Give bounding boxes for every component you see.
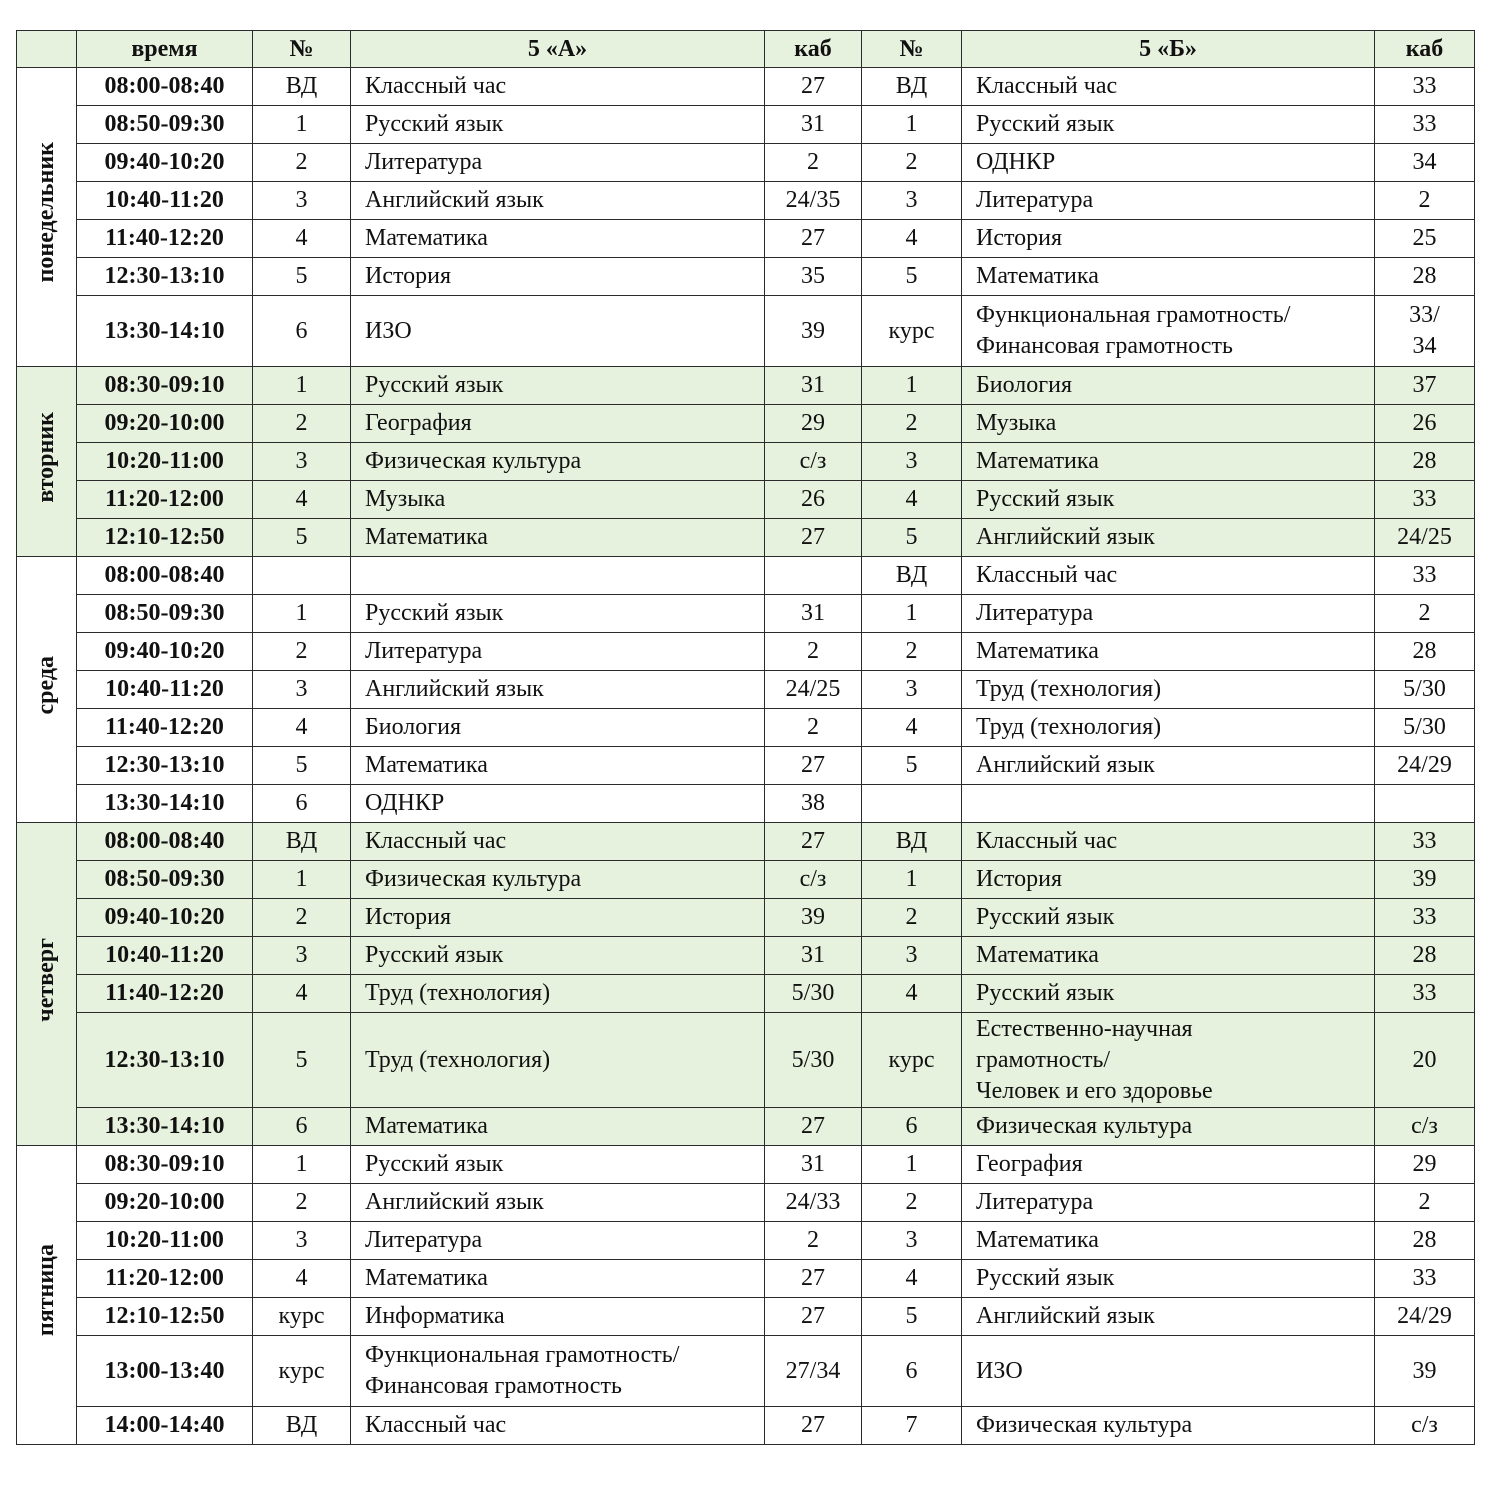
- class-a-lesson-number: 6: [253, 296, 351, 367]
- class-a-subject: Информатика: [351, 1298, 765, 1336]
- lesson-row: [17, 405, 1475, 443]
- header-day-blank: [17, 31, 77, 68]
- class-a-subject: Математика: [351, 1108, 765, 1146]
- lesson-time: 12:30-13:10: [77, 747, 253, 785]
- class-b-room: 28: [1375, 1222, 1475, 1260]
- class-a-subject: Английский язык: [351, 671, 765, 709]
- class-b-room: 34: [1375, 144, 1475, 182]
- class-b-subject: Русский язык: [962, 899, 1375, 937]
- class-b-subject: Английский язык: [962, 747, 1375, 785]
- class-a-subject: Классный час: [351, 1407, 765, 1445]
- class-b-lesson-number: 1: [862, 367, 962, 405]
- lesson-row: [17, 671, 1475, 709]
- class-a-subject: Литература: [351, 144, 765, 182]
- class-a-lesson-number: 2: [253, 405, 351, 443]
- class-a-lesson-number: 2: [253, 633, 351, 671]
- lesson-row: [17, 1013, 1475, 1108]
- class-b-lesson-number: 3: [862, 671, 962, 709]
- lesson-time: 10:20-11:00: [77, 1222, 253, 1260]
- class-b-lesson-number: курс: [862, 296, 962, 367]
- class-a-room: 27/34: [765, 1336, 862, 1407]
- class-b-subject: Естественно-научная грамотность/ Человек и его здоровье: [962, 1013, 1375, 1108]
- class-b-room: [1375, 785, 1475, 823]
- class-b-room: 33: [1375, 823, 1475, 861]
- lesson-time: 08:00-08:40: [77, 68, 253, 106]
- lesson-time: 14:00-14:40: [77, 1407, 253, 1445]
- schedule-table: [16, 30, 1475, 1445]
- class-b-subject: Математика: [962, 258, 1375, 296]
- class-a-lesson-number: 2: [253, 899, 351, 937]
- class-a-lesson-number: 6: [253, 785, 351, 823]
- class-a-room: 2: [765, 709, 862, 747]
- class-b-room: 33: [1375, 68, 1475, 106]
- lesson-row: [17, 595, 1475, 633]
- class-a-subject: Русский язык: [351, 367, 765, 405]
- class-b-lesson-number: 4: [862, 975, 962, 1013]
- class-a-lesson-number: 5: [253, 747, 351, 785]
- class-b-lesson-number: 2: [862, 405, 962, 443]
- class-a-lesson-number: 4: [253, 220, 351, 258]
- class-a-subject: Классный час: [351, 68, 765, 106]
- day-cell: [17, 68, 77, 367]
- day-label: понедельник: [33, 142, 59, 283]
- class-a-subject: Математика: [351, 1260, 765, 1298]
- class-b-room: 24/29: [1375, 1298, 1475, 1336]
- day-cell: [17, 823, 77, 1146]
- class-a-lesson-number: 5: [253, 1013, 351, 1108]
- class-b-lesson-number: 3: [862, 443, 962, 481]
- lesson-time: 09:20-10:00: [77, 405, 253, 443]
- class-a-lesson-number: 3: [253, 182, 351, 220]
- header-room-a: каб: [765, 31, 862, 68]
- class-a-room: с/з: [765, 443, 862, 481]
- class-b-lesson-number: ВД: [862, 823, 962, 861]
- class-b-subject: Труд (технология): [962, 709, 1375, 747]
- class-a-subject: Английский язык: [351, 182, 765, 220]
- day-label: вторник: [33, 411, 59, 503]
- header-room-b: каб: [1375, 31, 1475, 68]
- class-b-subject: Математика: [962, 1222, 1375, 1260]
- lesson-row: [17, 443, 1475, 481]
- class-b-room: 5/30: [1375, 671, 1475, 709]
- class-b-room: 29: [1375, 1146, 1475, 1184]
- class-a-room: 31: [765, 106, 862, 144]
- class-b-subject: Биология: [962, 367, 1375, 405]
- class-a-room: 2: [765, 633, 862, 671]
- class-b-room: 20: [1375, 1013, 1475, 1108]
- day-label: четверг: [33, 937, 59, 1022]
- header-class-a: 5 «А»: [351, 31, 765, 68]
- class-a-lesson-number: 5: [253, 519, 351, 557]
- lesson-time: 11:20-12:00: [77, 481, 253, 519]
- class-a-room: 2: [765, 1222, 862, 1260]
- class-b-subject: Математика: [962, 443, 1375, 481]
- class-b-lesson-number: 6: [862, 1336, 962, 1407]
- class-a-room: 31: [765, 595, 862, 633]
- class-a-room: 27: [765, 1260, 862, 1298]
- class-b-room: 37: [1375, 367, 1475, 405]
- lesson-time: 11:20-12:00: [77, 1260, 253, 1298]
- class-a-lesson-number: 1: [253, 861, 351, 899]
- class-b-lesson-number: 5: [862, 1298, 962, 1336]
- day-cell: [17, 367, 77, 557]
- lesson-row: [17, 937, 1475, 975]
- class-b-subject: Математика: [962, 633, 1375, 671]
- class-a-room: 27: [765, 823, 862, 861]
- day-cell: [17, 557, 77, 823]
- lesson-time: 11:40-12:20: [77, 975, 253, 1013]
- lesson-time: 12:10-12:50: [77, 519, 253, 557]
- class-a-lesson-number: 2: [253, 144, 351, 182]
- class-a-lesson-number: 4: [253, 481, 351, 519]
- class-b-room: 24/25: [1375, 519, 1475, 557]
- lesson-row: [17, 899, 1475, 937]
- class-a-room: 39: [765, 899, 862, 937]
- class-a-subject: Математика: [351, 220, 765, 258]
- class-a-subject: Литература: [351, 633, 765, 671]
- class-b-room: 33: [1375, 1260, 1475, 1298]
- class-a-subject: Функциональная грамотность/ Финансовая грамотность: [351, 1336, 765, 1407]
- class-a-lesson-number: 1: [253, 106, 351, 144]
- lesson-time: 10:40-11:20: [77, 937, 253, 975]
- class-a-lesson-number: 1: [253, 367, 351, 405]
- class-b-subject: География: [962, 1146, 1375, 1184]
- lesson-row: [17, 106, 1475, 144]
- class-b-room: 33: [1375, 106, 1475, 144]
- class-a-lesson-number: [253, 557, 351, 595]
- class-a-subject: Труд (технология): [351, 975, 765, 1013]
- class-a-subject: География: [351, 405, 765, 443]
- lesson-time: 09:20-10:00: [77, 1184, 253, 1222]
- class-a-subject: ОДНКР: [351, 785, 765, 823]
- class-b-lesson-number: ВД: [862, 68, 962, 106]
- class-b-lesson-number: 2: [862, 899, 962, 937]
- class-a-subject: Физическая культура: [351, 861, 765, 899]
- class-a-lesson-number: 4: [253, 1260, 351, 1298]
- schedule-body: [17, 68, 1475, 1445]
- lesson-time: 08:30-09:10: [77, 1146, 253, 1184]
- class-a-room: 38: [765, 785, 862, 823]
- class-a-room: 39: [765, 296, 862, 367]
- class-b-lesson-number: 3: [862, 182, 962, 220]
- class-a-room: 2: [765, 144, 862, 182]
- lesson-row: [17, 633, 1475, 671]
- class-b-lesson-number: [862, 785, 962, 823]
- class-a-room: [765, 557, 862, 595]
- lesson-row: [17, 296, 1475, 367]
- class-a-subject: Труд (технология): [351, 1013, 765, 1108]
- class-a-subject: ИЗО: [351, 296, 765, 367]
- class-b-room: 2: [1375, 182, 1475, 220]
- header-time: время: [77, 31, 253, 68]
- header-row: [17, 31, 1475, 68]
- class-b-room: 33: [1375, 899, 1475, 937]
- lesson-time: 09:40-10:20: [77, 144, 253, 182]
- class-a-lesson-number: 1: [253, 595, 351, 633]
- class-b-lesson-number: 4: [862, 481, 962, 519]
- class-b-subject: Русский язык: [962, 1260, 1375, 1298]
- class-b-subject: Музыка: [962, 405, 1375, 443]
- class-b-subject: Физическая культура: [962, 1407, 1375, 1445]
- class-b-subject: Классный час: [962, 557, 1375, 595]
- class-a-subject: Русский язык: [351, 106, 765, 144]
- class-b-room: 33: [1375, 481, 1475, 519]
- lesson-time: 12:10-12:50: [77, 1298, 253, 1336]
- class-b-room: 28: [1375, 937, 1475, 975]
- lesson-row: [17, 1184, 1475, 1222]
- lesson-time: 10:40-11:20: [77, 182, 253, 220]
- class-a-subject: Музыка: [351, 481, 765, 519]
- class-b-subject: Русский язык: [962, 106, 1375, 144]
- class-b-subject: Литература: [962, 1184, 1375, 1222]
- lesson-row: [17, 1222, 1475, 1260]
- class-b-lesson-number: 1: [862, 1146, 962, 1184]
- lesson-row: [17, 709, 1475, 747]
- lesson-row: [17, 1336, 1475, 1407]
- class-a-lesson-number: 2: [253, 1184, 351, 1222]
- class-a-subject: Литература: [351, 1222, 765, 1260]
- lesson-time: 13:30-14:10: [77, 1108, 253, 1146]
- class-b-subject: Математика: [962, 937, 1375, 975]
- class-b-subject: Литература: [962, 595, 1375, 633]
- class-a-lesson-number: 3: [253, 671, 351, 709]
- class-b-lesson-number: 4: [862, 709, 962, 747]
- lesson-time: 13:00-13:40: [77, 1336, 253, 1407]
- class-a-subject: Математика: [351, 519, 765, 557]
- class-a-lesson-number: 4: [253, 975, 351, 1013]
- lesson-row: [17, 258, 1475, 296]
- class-b-lesson-number: курс: [862, 1013, 962, 1108]
- lesson-time: 12:30-13:10: [77, 258, 253, 296]
- class-b-subject: Классный час: [962, 823, 1375, 861]
- header-number-a: №: [253, 31, 351, 68]
- class-a-room: 27: [765, 1298, 862, 1336]
- class-b-subject: Английский язык: [962, 519, 1375, 557]
- class-b-room: 2: [1375, 1184, 1475, 1222]
- class-a-room: 27: [765, 68, 862, 106]
- lesson-row: [17, 747, 1475, 785]
- lesson-time: 12:30-13:10: [77, 1013, 253, 1108]
- lesson-time: 08:50-09:30: [77, 106, 253, 144]
- lesson-row: [17, 367, 1475, 405]
- lesson-time: 09:40-10:20: [77, 899, 253, 937]
- lesson-time: 11:40-12:20: [77, 709, 253, 747]
- class-a-room: 27: [765, 519, 862, 557]
- class-b-subject: История: [962, 220, 1375, 258]
- class-b-room: 2: [1375, 595, 1475, 633]
- class-a-lesson-number: ВД: [253, 823, 351, 861]
- class-a-lesson-number: ВД: [253, 1407, 351, 1445]
- class-a-room: 24/35: [765, 182, 862, 220]
- lesson-row: [17, 220, 1475, 258]
- class-a-subject: Классный час: [351, 823, 765, 861]
- class-a-room: 27: [765, 1407, 862, 1445]
- class-a-lesson-number: 3: [253, 937, 351, 975]
- class-b-lesson-number: 4: [862, 1260, 962, 1298]
- class-b-subject: ОДНКР: [962, 144, 1375, 182]
- class-b-room: 26: [1375, 405, 1475, 443]
- class-b-room: с/з: [1375, 1407, 1475, 1445]
- class-a-room: 5/30: [765, 1013, 862, 1108]
- class-a-subject: История: [351, 899, 765, 937]
- class-a-room: 31: [765, 937, 862, 975]
- class-b-room: 24/29: [1375, 747, 1475, 785]
- class-a-room: 27: [765, 1108, 862, 1146]
- class-a-room: 31: [765, 367, 862, 405]
- lesson-time: 08:00-08:40: [77, 823, 253, 861]
- class-b-lesson-number: 3: [862, 1222, 962, 1260]
- class-a-subject: Биология: [351, 709, 765, 747]
- lesson-row: [17, 1407, 1475, 1445]
- class-b-lesson-number: 1: [862, 106, 962, 144]
- lesson-row: [17, 1108, 1475, 1146]
- lesson-row: [17, 68, 1475, 106]
- class-b-room: 28: [1375, 258, 1475, 296]
- class-a-room: 27: [765, 747, 862, 785]
- class-b-room: 33/ 34: [1375, 296, 1475, 367]
- lesson-row: [17, 182, 1475, 220]
- class-b-subject: Английский язык: [962, 1298, 1375, 1336]
- lesson-row: [17, 861, 1475, 899]
- class-a-room: 29: [765, 405, 862, 443]
- class-a-room: с/з: [765, 861, 862, 899]
- class-b-room: 28: [1375, 443, 1475, 481]
- class-a-lesson-number: 5: [253, 258, 351, 296]
- class-b-subject: Литература: [962, 182, 1375, 220]
- class-b-subject: Классный час: [962, 68, 1375, 106]
- class-b-room: 28: [1375, 633, 1475, 671]
- lesson-row: [17, 1298, 1475, 1336]
- class-a-room: 31: [765, 1146, 862, 1184]
- class-a-lesson-number: 3: [253, 443, 351, 481]
- lesson-time: 13:30-14:10: [77, 296, 253, 367]
- class-b-lesson-number: 7: [862, 1407, 962, 1445]
- lesson-time: 08:50-09:30: [77, 595, 253, 633]
- class-a-room: 24/25: [765, 671, 862, 709]
- class-a-subject: Математика: [351, 747, 765, 785]
- class-a-subject: Русский язык: [351, 1146, 765, 1184]
- lesson-row: [17, 823, 1475, 861]
- class-b-lesson-number: 4: [862, 220, 962, 258]
- class-a-subject: Английский язык: [351, 1184, 765, 1222]
- class-a-subject: Русский язык: [351, 595, 765, 633]
- class-b-subject: Труд (технология): [962, 671, 1375, 709]
- class-b-lesson-number: 1: [862, 595, 962, 633]
- class-a-lesson-number: курс: [253, 1336, 351, 1407]
- lesson-time: 13:30-14:10: [77, 785, 253, 823]
- class-b-room: 33: [1375, 557, 1475, 595]
- class-b-room: 39: [1375, 1336, 1475, 1407]
- class-b-room: с/з: [1375, 1108, 1475, 1146]
- class-a-subject: История: [351, 258, 765, 296]
- class-b-lesson-number: 5: [862, 258, 962, 296]
- class-b-lesson-number: ВД: [862, 557, 962, 595]
- class-b-subject: Русский язык: [962, 975, 1375, 1013]
- lesson-row: [17, 519, 1475, 557]
- class-a-room: 5/30: [765, 975, 862, 1013]
- class-b-subject: Функциональная грамотность/ Финансовая грамотность: [962, 296, 1375, 367]
- class-b-subject: Физическая культура: [962, 1108, 1375, 1146]
- lesson-row: [17, 1146, 1475, 1184]
- class-b-lesson-number: 6: [862, 1108, 962, 1146]
- class-a-lesson-number: курс: [253, 1298, 351, 1336]
- class-a-room: 26: [765, 481, 862, 519]
- lesson-time: 08:50-09:30: [77, 861, 253, 899]
- class-b-lesson-number: 3: [862, 937, 962, 975]
- class-b-lesson-number: 5: [862, 519, 962, 557]
- class-a-lesson-number: 1: [253, 1146, 351, 1184]
- class-b-lesson-number: 2: [862, 633, 962, 671]
- lesson-row: [17, 144, 1475, 182]
- class-b-lesson-number: 5: [862, 747, 962, 785]
- lesson-time: 09:40-10:20: [77, 633, 253, 671]
- day-cell: [17, 1146, 77, 1445]
- lesson-row: [17, 975, 1475, 1013]
- lesson-row: [17, 557, 1475, 595]
- class-b-lesson-number: 2: [862, 1184, 962, 1222]
- day-label: пятница: [33, 1244, 59, 1337]
- class-b-room: 5/30: [1375, 709, 1475, 747]
- class-a-room: 27: [765, 220, 862, 258]
- class-b-subject: История: [962, 861, 1375, 899]
- day-label: среда: [33, 655, 59, 715]
- class-b-room: 25: [1375, 220, 1475, 258]
- class-b-subject: Русский язык: [962, 481, 1375, 519]
- class-b-lesson-number: 2: [862, 144, 962, 182]
- lesson-time: 10:40-11:20: [77, 671, 253, 709]
- lesson-row: [17, 481, 1475, 519]
- lesson-time: 10:20-11:00: [77, 443, 253, 481]
- class-b-lesson-number: 1: [862, 861, 962, 899]
- class-b-room: 33: [1375, 975, 1475, 1013]
- class-a-subject: [351, 557, 765, 595]
- lesson-time: 08:00-08:40: [77, 557, 253, 595]
- class-a-lesson-number: 6: [253, 1108, 351, 1146]
- class-b-subject: ИЗО: [962, 1336, 1375, 1407]
- class-a-subject: Русский язык: [351, 937, 765, 975]
- class-b-room: 39: [1375, 861, 1475, 899]
- header-number-b: №: [862, 31, 962, 68]
- class-a-room: 35: [765, 258, 862, 296]
- class-a-lesson-number: 4: [253, 709, 351, 747]
- class-b-subject: [962, 785, 1375, 823]
- lesson-row: [17, 785, 1475, 823]
- class-a-lesson-number: 3: [253, 1222, 351, 1260]
- lesson-time: 11:40-12:20: [77, 220, 253, 258]
- lesson-time: 08:30-09:10: [77, 367, 253, 405]
- lesson-row: [17, 1260, 1475, 1298]
- header-class-b: 5 «Б»: [962, 31, 1375, 68]
- class-a-subject: Физическая культура: [351, 443, 765, 481]
- class-a-room: 24/33: [765, 1184, 862, 1222]
- class-a-lesson-number: ВД: [253, 68, 351, 106]
